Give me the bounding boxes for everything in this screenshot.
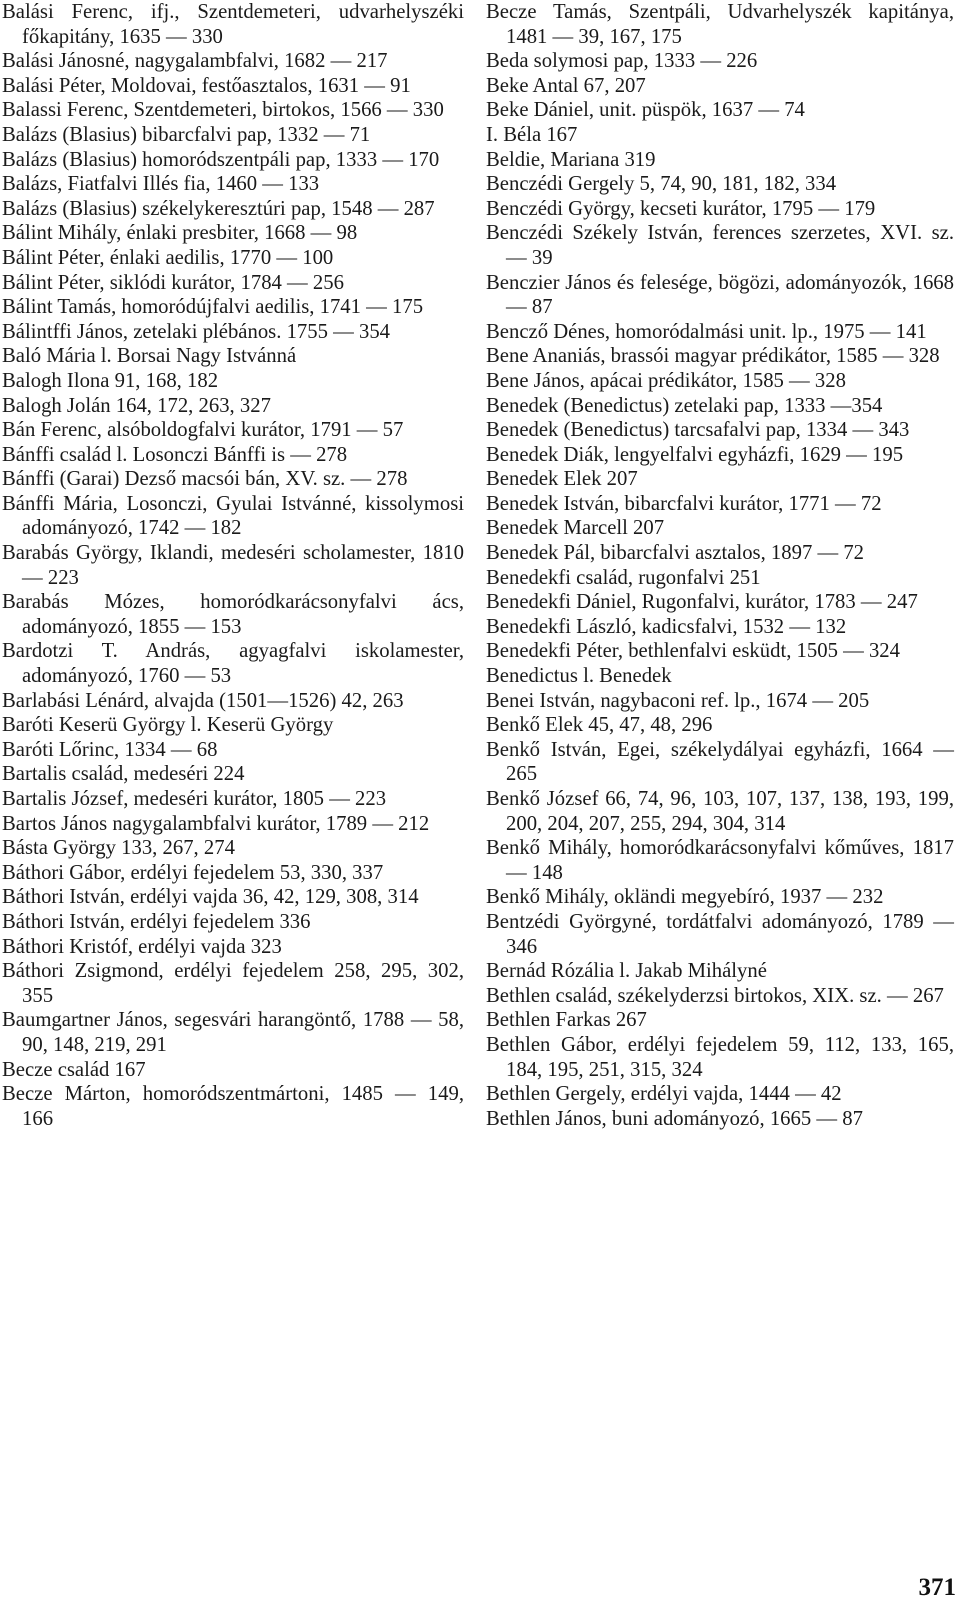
index-entry: Bartalis József, medeséri kurátor, 1805 — 223 (2, 788, 387, 810)
index-entry: Balázs (Blasius) homoródszentpáli pap, 1333 — 170 (2, 148, 440, 171)
index-entry: Benczédi Gergely 5, 74, 90, 181, 182, 334 (486, 173, 837, 196)
index-entry: Becze család 167 (2, 1058, 146, 1081)
index-entry: Benedekfi Péter, bethlenfalvi esküdt, 1505 — 324 (486, 640, 900, 663)
index-entry: Bencző Dénes, homoródalmási unit. lp., 1975 — 141 (486, 320, 927, 343)
index-entry: Bánffi család l. Losonczi Bánffi is — 278 (2, 443, 348, 466)
index-entry: Baló Mária l. Borsai Nagy Istvánná (2, 345, 297, 368)
index-entry: Benkő István, Egei, székelydályai egyházfi, 1664 — 265 (486, 738, 954, 786)
index-entry: Bethlen Gergely, erdélyi vajda, 1444 — 42 (486, 1083, 842, 1106)
index-entry: Bene János, apácai prédikátor, 1585 — 328 (486, 369, 846, 392)
index-entry: Benedekfi Dániel, Rugonfalvi, kurátor, 1783 — 247 (486, 591, 918, 614)
index-entry: Baróti Lőrinc, 1334 — 68 (2, 738, 218, 761)
index-entry: Beke Antal 67, 207 (486, 74, 646, 97)
index-entry: Bálint Tamás, homoródújfalvi aedilis, 1741 — 175 (2, 296, 424, 319)
index-entry: Bálint Mihály, énlaki presbiter, 1668 — 98 (2, 222, 358, 245)
index-entry: I. Béla 167 (486, 123, 578, 146)
page-number: 371 (918, 1574, 956, 1601)
index-entry: Balázs, Fiatfalvi Illés fia, 1460 — 133 (2, 173, 320, 196)
index-entry: Benczédi György, kecseti kurátor, 1795 — 179 (486, 197, 876, 220)
index-entry: Barabás Mózes, homoródkarácsonyfalvi ács, adományozó, 1855 — 153 (2, 591, 464, 638)
index-entry: Benkő Mihály, homoródkarácsonyfalvi kőműves, 1817 — 148 (486, 837, 954, 884)
index-entry: Balázs (Blasius) bibarcfalvi pap, 1332 — 71 (2, 123, 371, 146)
index-entry: Beda solymosi pap, 1333 — 226 (486, 50, 758, 73)
index-entry: Bene Ananiás, brassói magyar prédikátor, 1585 — 328 (486, 345, 940, 368)
index-column-left (2, 0, 464, 1131)
index-entry: Bentzédi Györgyné, tordátfalvi adományozó, 1789 — 346 (486, 910, 954, 958)
index-entry: Benczier János és felesége, bögözi, adományozók, 1668 — 87 (486, 271, 954, 319)
index-entry: Beke Dániel, unit. püspök, 1637 — 74 (486, 99, 805, 122)
index-entry: Balogh Jolán 164, 172, 263, 327 (2, 394, 271, 417)
index-entry: Bánffi (Garai) Dezső macsói bán, XV. sz. — 278 (2, 468, 408, 491)
index-entry: Barabás György, Iklandi, medeséri scholamester, 1810 — 223 (2, 542, 464, 589)
index-entry: Báthori Kristóf, erdélyi vajda 323 (2, 935, 282, 958)
index-entry: Balási Jánosné, nagygalambfalvi, 1682 — 217 (2, 50, 388, 73)
index-entry: Benedek Elek 207 (486, 468, 638, 491)
index-entry: Báthori István, erdélyi fejedelem 336 (2, 910, 311, 933)
index-entry: Bethlen Farkas 267 (486, 1009, 647, 1032)
index-entry: Balogh Ilona 91, 168, 182 (2, 369, 219, 392)
index-entry: Bethlen Gábor, erdélyi fejedelem 59, 112, 133, 165, 184, 195, 251, 315, 324 (486, 1033, 954, 1081)
index-entry: Bethlen család, székelyderzsi birtokos, XIX. sz. — 267 (486, 984, 944, 1007)
index-entry: Báthori Zsigmond, erdélyi fejedelem 258, 295, 302, 355 (2, 960, 464, 1007)
index-entry: Bartos János nagygalambfalvi kurátor, 1789 — 212 (2, 812, 430, 835)
index-entry: Benedictus l. Benedek (486, 665, 672, 688)
index-entry: Baumgartner János, segesvári harangöntő, 1788 — 58, 90, 148, 219, 291 (2, 1009, 464, 1056)
index-entry: Bernád Rózália l. Jakab Mihályné (486, 960, 767, 983)
index-entry: Benedek (Benedictus) tarcsafalvi pap, 1334 — 343 (486, 419, 910, 442)
index-entry: Báthori István, erdélyi vajda 36, 42, 129, 308, 314 (2, 886, 419, 909)
index-entry: Bálintffi János, zetelaki plébános. 1755 — 354 (2, 320, 391, 343)
index-entry: Benei István, nagybaconi ref. lp., 1674 — 205 (486, 689, 870, 712)
index-entry: Bartalis család, medeséri 224 (2, 763, 245, 786)
index-entry: Bethlen János, buni adományozó, 1665 — 87 (486, 1107, 863, 1130)
index-entry: Balási Ferenc, ifj., Szentdemeteri, udvarhelyszéki főkapitány, 1635 — 330 (2, 1, 464, 48)
index-entry: Benkő Mihály, okländi megyebíró, 1937 — 232 (486, 886, 884, 909)
index-entry: Beldie, Mariana 319 (486, 148, 656, 171)
index-entry: Balassi Ferenc, Szentdemeteri, birtokos, 1566 — 330 (2, 99, 444, 122)
index-entry: Benedek Pál, bibarcfalvi asztalos, 1897 — 72 (486, 542, 865, 565)
index-entry: Bálint Péter, énlaki aedilis, 1770 — 100 (2, 246, 334, 269)
index-entry: Benedekfi László, kadicsfalvi, 1532 — 132 (486, 615, 847, 638)
index-entry: Balázs (Blasius) székelykeresztúri pap, 1548 — 287 (2, 197, 435, 220)
index-entry: Barlabási Lénárd, alvajda (1501—1526) 42, 263 (2, 689, 404, 712)
index-entry: Bánffi Mária, Losonczi, Gyulai Istvánné, kissolymosi adományozó, 1742 — 182 (2, 492, 464, 540)
index-entry: Bardotzi T. András, agyagfalvi iskolamester, adományozó, 1760 — 53 (2, 640, 464, 688)
index-entry: Benkő Elek 45, 47, 48, 296 (486, 714, 713, 737)
index-entry: Benedek Marcell 207 (486, 517, 665, 540)
index-entry: Básta György 133, 267, 274 (2, 837, 235, 860)
index-entry: Bán Ferenc, alsóboldogfalvi kurátor, 1791 — 57 (2, 419, 404, 442)
index-entry: Benczédi Székely István, ferences szerzetes, XVI. sz. — 39 (486, 222, 954, 269)
index-column-right (486, 0, 954, 1131)
index-entry: Becze Tamás, Szentpáli, Udvarhelyszék kapitánya, 1481 — 39, 167, 175 (486, 1, 954, 48)
index-entry: Benedek István, bibarcfalvi kurátor, 1771 — 72 (486, 492, 882, 515)
index-entry: Benkő József 66, 74, 96, 103, 107, 137, 138, 193, 199, 200, 204, 207, 255, 294, 304, 314 (486, 788, 954, 835)
index-entry: Baróti Keserü György l. Keserü György (2, 714, 334, 737)
index-entry: Balási Péter, Moldovai, festőasztalos, 1631 — 91 (2, 74, 411, 97)
index-entry: Benedekfi család, rugonfalvi 251 (486, 566, 761, 589)
index-entry: Becze Márton, homoródszentmártoni, 1485 — 149, 166 (2, 1083, 464, 1130)
index-entry: Benedek (Benedictus) zetelaki pap, 1333 —354 (486, 394, 883, 417)
index-entry: Bálint Péter, siklódi kurátor, 1784 — 256 (2, 271, 344, 294)
index-entry: Benedek Diák, lengyelfalvi egyházfi, 1629 — 195 (486, 443, 904, 466)
index-entry: Báthori Gábor, erdélyi fejedelem 53, 330, 337 (2, 861, 384, 884)
